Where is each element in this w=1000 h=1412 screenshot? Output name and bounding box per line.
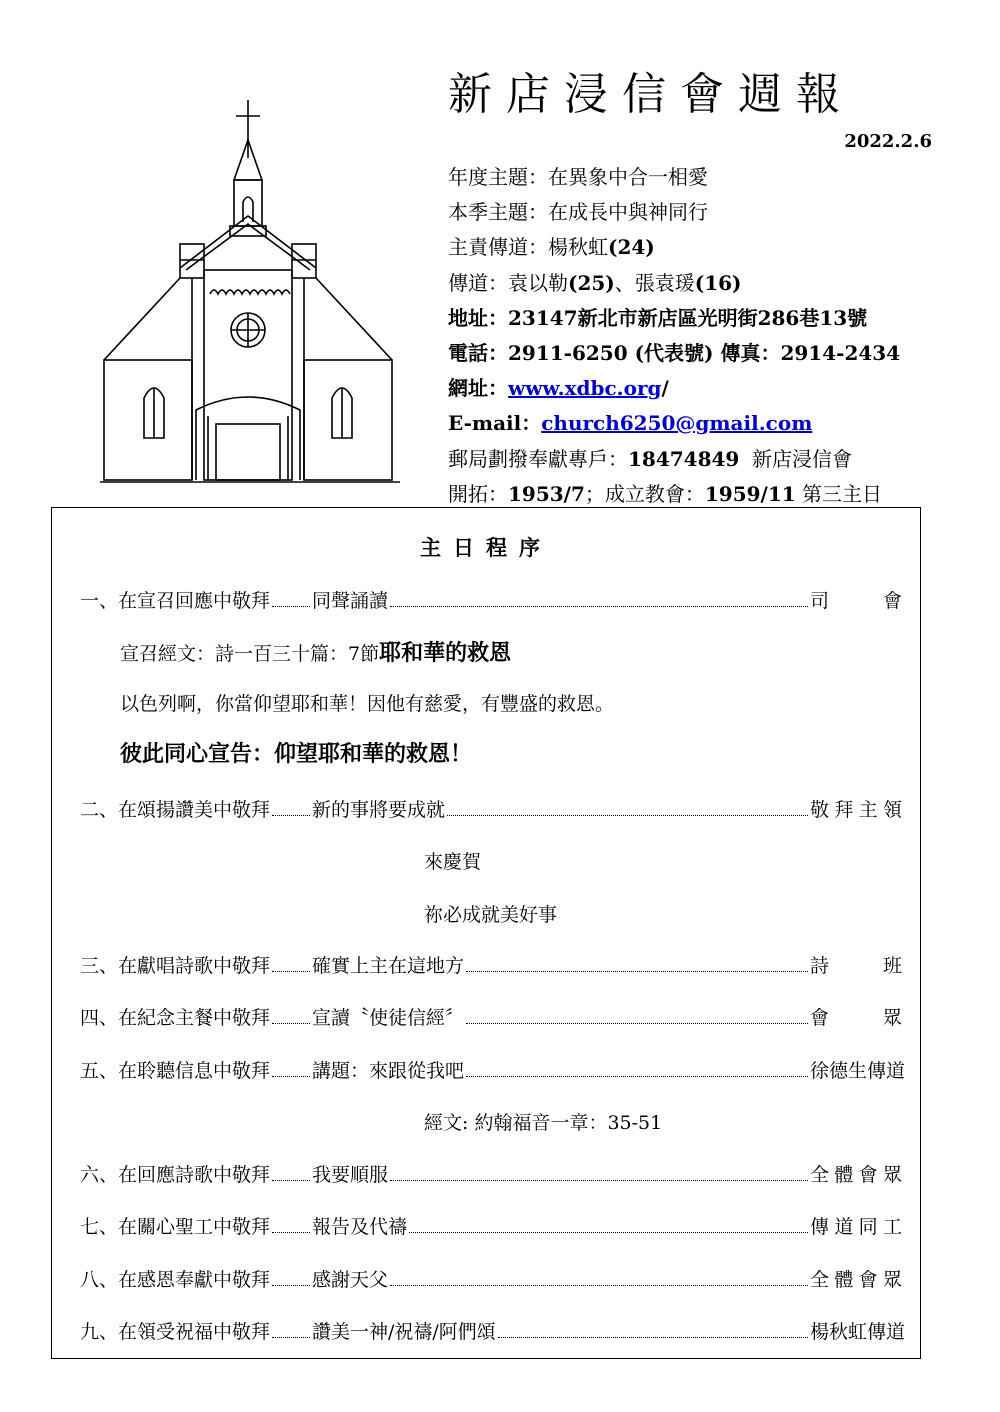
lead-pastor: 主責傳道：楊秋虹(24) [448,235,655,260]
program-item: 五、在聆聽信息中敬拜 講題：來跟從我吧 徐德生傳道 [80,1059,906,1082]
founding-info: 開拓：1953/7；成立教會：1959/11 第三主日 [448,481,883,506]
phone: 電話：2911-6250 (代表號) 傳真：2914-2434 [448,340,901,365]
declaration: 彼此同心宣告：仰望耶和華的救恩！ [120,741,473,767]
call-verse-text: 以色列啊，你當仰望耶和華！因他有慈愛，有豐盛的救恩。 [120,693,615,715]
song-line: 來慶賀 [424,851,482,873]
annual-theme: 年度主題：在異象中合一相愛 [448,165,708,189]
postal-account: 郵局劃撥奉獻專戶：18474849 新店浸信會 [448,446,853,471]
program-item: 三、在獻唱詩歌中敬拜 確實上主在這地方 詩班 [80,954,902,977]
program-item: 八、在感恩奉獻中敬拜 感謝天父 全體會眾 [80,1268,902,1291]
address: 地址：23147新北市新店區光明街286巷13號 [448,305,868,330]
email-link[interactable]: church6250@gmail.com [541,411,813,436]
website: 網址：www.xdbc.org/ [448,376,669,401]
call-verse: 宣召經文：詩一百三十篇：7節耶和華的救恩 [120,640,512,666]
program-item: 六、在回應詩歌中敬拜 我要順服 全體會眾 [80,1163,902,1186]
song-line: 祢必成就美好事 [424,904,558,926]
season-theme: 本季主題：在成長中與神同行 [448,200,708,225]
program-title: 主日程序 [420,535,552,560]
website-link[interactable]: www.xdbc.org [508,376,662,401]
preachers: 傳道：袁以勒(25)、張袁瑗(16) [448,270,742,295]
bulletin-date: 2022.2.6 [844,131,932,152]
program-box [51,507,921,1359]
church-info [448,160,900,512]
program-item: 二、在頌揚讚美中敬拜 新的事將要成就 敬拜主領 [80,798,902,821]
church-illustration [100,98,400,490]
email: E-mail：church6250@gmail.com [448,411,813,436]
bulletin-title: 新店浸信會週報 [448,69,854,120]
program-item: 一、在宣召回應中敬拜 同聲誦讀 司會 [80,589,902,612]
scripture: 經文: 約翰福音一章：35-51 [424,1112,663,1134]
program-item: 七、在關心聖工中敬拜 報告及代禱 傳道同工 [80,1215,902,1238]
program-item: 四、在紀念主餐中敬拜 宣讀〝使徒信經〞 會眾 [80,1006,902,1029]
program-item: 九、在領受祝福中敬拜 讚美一神/祝禱/阿們頌 楊秋虹傳道 [80,1320,906,1343]
